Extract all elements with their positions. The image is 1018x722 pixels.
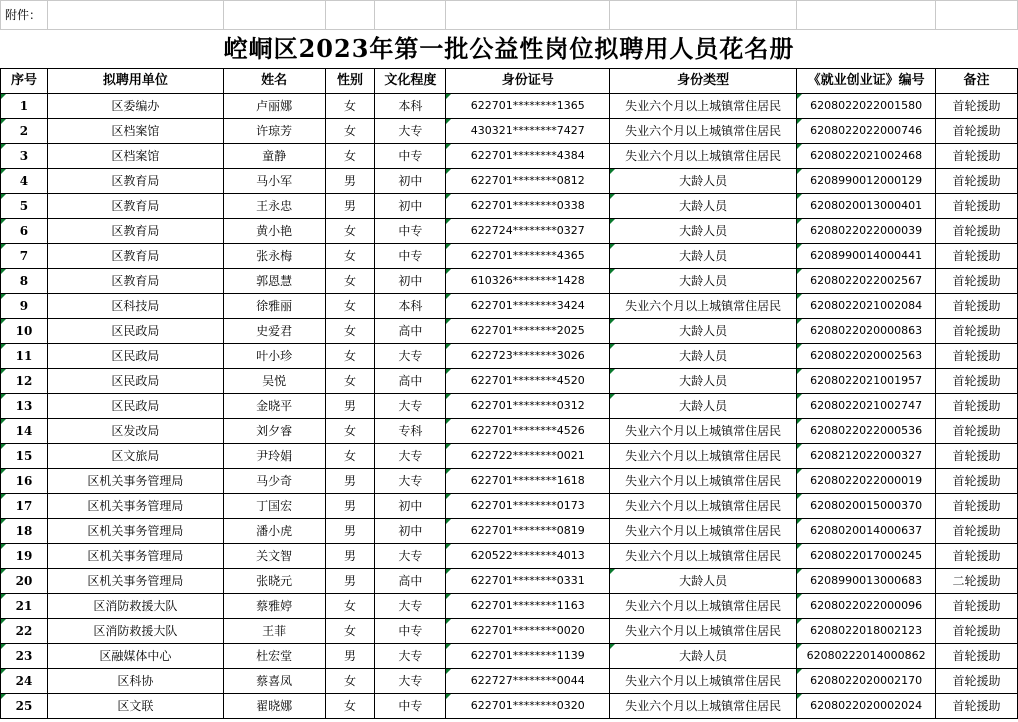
cell-education[interactable]: 初中 <box>375 519 446 544</box>
cell-gender[interactable]: 女 <box>325 269 375 294</box>
cell-remark[interactable]: 首轮援助 <box>936 394 1018 419</box>
cell-education[interactable]: 大专 <box>375 669 446 694</box>
header-seq[interactable]: 序号 <box>1 69 48 94</box>
cell-gender[interactable]: 女 <box>325 219 375 244</box>
cell-seq[interactable]: 12 <box>1 369 48 394</box>
cell-identity-type[interactable]: 大龄人员 <box>610 244 797 269</box>
table-row <box>1 244 1018 269</box>
cell-certificate-number[interactable]: 6208022018002123 <box>797 619 936 644</box>
cell-gender[interactable]: 女 <box>325 144 375 169</box>
cell-certificate-number[interactable]: 6208022020002563 <box>797 344 936 369</box>
cell-unit[interactable]: 区科协 <box>47 669 223 694</box>
cell-name[interactable]: 张永梅 <box>223 244 325 269</box>
cell-unit[interactable]: 区机关事务管理局 <box>47 569 223 594</box>
cell-education[interactable]: 初中 <box>375 169 446 194</box>
cell-id-number[interactable]: 430321********7427 <box>446 119 610 144</box>
cell-seq[interactable]: 13 <box>1 394 48 419</box>
cell-education[interactable]: 中专 <box>375 694 446 719</box>
cell-id-number[interactable]: 622701********0320 <box>446 694 610 719</box>
cell-id-number[interactable]: 622701********0312 <box>446 394 610 419</box>
cell-seq[interactable]: 16 <box>1 469 48 494</box>
cell-id-number[interactable]: 622701********1618 <box>446 469 610 494</box>
header-row <box>1 69 1018 94</box>
cell-name[interactable]: 翟晓娜 <box>223 694 325 719</box>
cell-seq[interactable]: 3 <box>1 144 48 169</box>
cell-gender[interactable]: 女 <box>325 669 375 694</box>
cell-identity-type[interactable]: 失业六个月以上城镇常住居民 <box>610 144 797 169</box>
cell-seq[interactable]: 17 <box>1 494 48 519</box>
cell-remark[interactable]: 首轮援助 <box>936 94 1018 119</box>
header-id-number[interactable]: 身份证号 <box>446 69 610 94</box>
cell-gender[interactable]: 女 <box>325 369 375 394</box>
cell-certificate-number[interactable]: 6208212022000327 <box>797 444 936 469</box>
cell-id-number[interactable]: 620522********4013 <box>446 544 610 569</box>
cell-id-number[interactable]: 622701********1365 <box>446 94 610 119</box>
cell-certificate-number[interactable]: 6208022022000746 <box>797 119 936 144</box>
cell-gender[interactable]: 男 <box>325 569 375 594</box>
cell-education[interactable]: 大专 <box>375 344 446 369</box>
cell-name[interactable]: 许琼芳 <box>223 119 325 144</box>
cell-remark[interactable]: 首轮援助 <box>936 194 1018 219</box>
cell-unit[interactable]: 区档案馆 <box>47 119 223 144</box>
empty-cell[interactable] <box>610 1 797 30</box>
table-row <box>1 569 1018 594</box>
cell-identity-type[interactable]: 失业六个月以上城镇常住居民 <box>610 494 797 519</box>
cell-name[interactable]: 蔡雅婷 <box>223 594 325 619</box>
cell-identity-type[interactable]: 大龄人员 <box>610 194 797 219</box>
cell-identity-type[interactable]: 失业六个月以上城镇常住居民 <box>610 444 797 469</box>
cell-id-number[interactable]: 622701********0338 <box>446 194 610 219</box>
attachment-row <box>1 1 1018 30</box>
cell-unit[interactable]: 区教育局 <box>47 219 223 244</box>
cell-unit[interactable]: 区民政局 <box>47 394 223 419</box>
table-row <box>1 544 1018 569</box>
cell-seq[interactable]: 20 <box>1 569 48 594</box>
cell-name[interactable]: 王菲 <box>223 619 325 644</box>
cell-gender[interactable]: 男 <box>325 494 375 519</box>
cell-certificate-number[interactable]: 6208022021002747 <box>797 394 936 419</box>
cell-name[interactable]: 史爱君 <box>223 319 325 344</box>
cell-certificate-number[interactable]: 6208022022000096 <box>797 594 936 619</box>
cell-certificate-number[interactable]: 6208022022002567 <box>797 269 936 294</box>
cell-seq[interactable]: 21 <box>1 594 48 619</box>
cell-remark[interactable]: 首轮援助 <box>936 544 1018 569</box>
cell-remark[interactable]: 首轮援助 <box>936 419 1018 444</box>
cell-unit[interactable]: 区发改局 <box>47 419 223 444</box>
header-gender[interactable]: 性别 <box>325 69 375 94</box>
cell-identity-type[interactable]: 失业六个月以上城镇常住居民 <box>610 619 797 644</box>
cell-certificate-number[interactable]: 6208022022001580 <box>797 94 936 119</box>
cell-certificate-number[interactable]: 6208990013000683 <box>797 569 936 594</box>
cell-seq[interactable]: 1 <box>1 94 48 119</box>
header-education[interactable]: 文化程度 <box>375 69 446 94</box>
cell-id-number[interactable]: 622724********0327 <box>446 219 610 244</box>
cell-certificate-number[interactable]: 6208022020002170 <box>797 669 936 694</box>
cell-seq[interactable]: 2 <box>1 119 48 144</box>
cell-remark[interactable]: 首轮援助 <box>936 644 1018 669</box>
header-unit[interactable]: 拟聘用单位 <box>47 69 223 94</box>
cell-name[interactable]: 金晓平 <box>223 394 325 419</box>
table-row <box>1 419 1018 444</box>
cell-unit[interactable]: 区文旅局 <box>47 444 223 469</box>
cell-identity-type[interactable]: 大龄人员 <box>610 269 797 294</box>
cell-identity-type[interactable]: 大龄人员 <box>610 394 797 419</box>
cell-unit[interactable]: 区民政局 <box>47 344 223 369</box>
table-row <box>1 594 1018 619</box>
table-row <box>1 494 1018 519</box>
cell-id-number[interactable]: 622701********1163 <box>446 594 610 619</box>
cell-certificate-number[interactable]: 6208020015000370 <box>797 494 936 519</box>
cell-name[interactable]: 关文智 <box>223 544 325 569</box>
cell-education[interactable]: 初中 <box>375 194 446 219</box>
cell-id-number[interactable]: 622701********0819 <box>446 519 610 544</box>
cell-remark[interactable]: 首轮援助 <box>936 344 1018 369</box>
table-row <box>1 444 1018 469</box>
cell-remark[interactable]: 首轮援助 <box>936 619 1018 644</box>
cell-seq[interactable]: 14 <box>1 419 48 444</box>
cell-identity-type[interactable]: 失业六个月以上城镇常住居民 <box>610 119 797 144</box>
cell-identity-type[interactable]: 失业六个月以上城镇常住居民 <box>610 544 797 569</box>
cell-education[interactable]: 大专 <box>375 119 446 144</box>
table-row <box>1 644 1018 669</box>
table-row <box>1 369 1018 394</box>
cell-name[interactable]: 潘小虎 <box>223 519 325 544</box>
cell-remark[interactable]: 首轮援助 <box>936 494 1018 519</box>
cell-identity-type[interactable]: 失业六个月以上城镇常住居民 <box>610 419 797 444</box>
cell-gender[interactable]: 女 <box>325 444 375 469</box>
cell-gender[interactable]: 男 <box>325 394 375 419</box>
cell-gender[interactable]: 男 <box>325 469 375 494</box>
cell-unit[interactable]: 区教育局 <box>47 194 223 219</box>
title-row <box>1 30 1018 69</box>
cell-remark[interactable]: 首轮援助 <box>936 269 1018 294</box>
cell-identity-type[interactable]: 大龄人员 <box>610 644 797 669</box>
cell-name[interactable]: 尹玲娟 <box>223 444 325 469</box>
cell-remark[interactable]: 首轮援助 <box>936 119 1018 144</box>
cell-id-number[interactable]: 610326********1428 <box>446 269 610 294</box>
cell-id-number[interactable]: 622722********0021 <box>446 444 610 469</box>
cell-seq[interactable]: 18 <box>1 519 48 544</box>
cell-name[interactable]: 徐雅丽 <box>223 294 325 319</box>
cell-education[interactable]: 本科 <box>375 294 446 319</box>
table-row <box>1 669 1018 694</box>
cell-unit[interactable]: 区消防救援大队 <box>47 619 223 644</box>
cell-unit[interactable]: 区教育局 <box>47 169 223 194</box>
cell-remark[interactable]: 首轮援助 <box>936 144 1018 169</box>
cell-name[interactable]: 吴悦 <box>223 369 325 394</box>
empty-cell[interactable] <box>936 1 1018 30</box>
cell-remark[interactable]: 首轮援助 <box>936 694 1018 719</box>
cell-gender[interactable]: 女 <box>325 419 375 444</box>
cell-unit[interactable]: 区档案馆 <box>47 144 223 169</box>
cell-unit[interactable]: 区民政局 <box>47 369 223 394</box>
table-row <box>1 144 1018 169</box>
cell-unit[interactable]: 区科技局 <box>47 294 223 319</box>
cell-unit[interactable]: 区民政局 <box>47 319 223 344</box>
table-row <box>1 294 1018 319</box>
cell-identity-type[interactable]: 失业六个月以上城镇常住居民 <box>610 669 797 694</box>
empty-cell[interactable] <box>325 1 375 30</box>
cell-education[interactable]: 大专 <box>375 394 446 419</box>
table-row <box>1 694 1018 719</box>
cell-identity-type[interactable]: 失业六个月以上城镇常住居民 <box>610 694 797 719</box>
cell-unit[interactable]: 区机关事务管理局 <box>47 494 223 519</box>
header-certificate-number[interactable]: 《就业创业证》编号 <box>797 69 936 94</box>
table-row <box>1 469 1018 494</box>
table-row <box>1 169 1018 194</box>
cell-remark[interactable]: 首轮援助 <box>936 469 1018 494</box>
cell-remark[interactable]: 首轮援助 <box>936 219 1018 244</box>
cell-id-number[interactable]: 622701********0812 <box>446 169 610 194</box>
cell-remark[interactable]: 首轮援助 <box>936 319 1018 344</box>
cell-remark[interactable]: 二轮援助 <box>936 569 1018 594</box>
cell-remark[interactable]: 首轮援助 <box>936 294 1018 319</box>
cell-gender[interactable]: 女 <box>325 344 375 369</box>
cell-certificate-number[interactable]: 6208022021002468 <box>797 144 936 169</box>
cell-name[interactable]: 郭恩慧 <box>223 269 325 294</box>
cell-id-number[interactable]: 622701********3424 <box>446 294 610 319</box>
cell-identity-type[interactable]: 大龄人员 <box>610 344 797 369</box>
cell-education[interactable]: 高中 <box>375 319 446 344</box>
cell-seq[interactable]: 24 <box>1 669 48 694</box>
cell-id-number[interactable]: 622701********4526 <box>446 419 610 444</box>
cell-unit[interactable]: 区教育局 <box>47 269 223 294</box>
cell-remark[interactable]: 首轮援助 <box>936 444 1018 469</box>
cell-gender[interactable]: 女 <box>325 319 375 344</box>
table-row <box>1 94 1018 119</box>
cell-remark[interactable]: 首轮援助 <box>936 594 1018 619</box>
cell-identity-type[interactable]: 大龄人员 <box>610 169 797 194</box>
cell-remark[interactable]: 首轮援助 <box>936 369 1018 394</box>
cell-seq[interactable]: 19 <box>1 544 48 569</box>
cell-identity-type[interactable]: 失业六个月以上城镇常住居民 <box>610 519 797 544</box>
cell-name[interactable]: 张晓元 <box>223 569 325 594</box>
cell-name[interactable]: 童静 <box>223 144 325 169</box>
table-row <box>1 619 1018 644</box>
cell-identity-type[interactable]: 大龄人员 <box>610 219 797 244</box>
table-row <box>1 394 1018 419</box>
cell-unit[interactable]: 区消防救援大队 <box>47 594 223 619</box>
cell-gender[interactable]: 女 <box>325 244 375 269</box>
cell-unit[interactable]: 区机关事务管理局 <box>47 469 223 494</box>
cell-identity-type[interactable]: 失业六个月以上城镇常住居民 <box>610 94 797 119</box>
cell-education[interactable]: 初中 <box>375 269 446 294</box>
cell-remark[interactable]: 首轮援助 <box>936 519 1018 544</box>
cell-gender[interactable]: 女 <box>325 594 375 619</box>
cell-certificate-number[interactable]: 6208022021001957 <box>797 369 936 394</box>
cell-unit[interactable]: 区机关事务管理局 <box>47 544 223 569</box>
cell-certificate-number[interactable]: 6208022022000039 <box>797 219 936 244</box>
cell-id-number[interactable]: 622727********0044 <box>446 669 610 694</box>
cell-education[interactable]: 大专 <box>375 544 446 569</box>
cell-certificate-number[interactable]: 6208022020002024 <box>797 694 936 719</box>
cell-gender[interactable]: 女 <box>325 94 375 119</box>
cell-identity-type[interactable]: 大龄人员 <box>610 369 797 394</box>
cell-identity-type[interactable]: 失业六个月以上城镇常住居民 <box>610 594 797 619</box>
cell-certificate-number[interactable]: 62080222014000862 <box>797 644 936 669</box>
cell-certificate-number[interactable]: 6208990014000441 <box>797 244 936 269</box>
cell-identity-type[interactable]: 失业六个月以上城镇常住居民 <box>610 469 797 494</box>
cell-seq[interactable]: 22 <box>1 619 48 644</box>
cell-name[interactable]: 刘夕睿 <box>223 419 325 444</box>
cell-unit[interactable]: 区融媒体中心 <box>47 644 223 669</box>
page-title[interactable]: 崆峒区2023年第一批公益性岗位拟聘用人员花名册 <box>1 30 1018 69</box>
cell-seq[interactable]: 8 <box>1 269 48 294</box>
cell-education[interactable]: 高中 <box>375 369 446 394</box>
cell-gender[interactable]: 女 <box>325 119 375 144</box>
cell-name[interactable]: 卢丽娜 <box>223 94 325 119</box>
cell-seq[interactable]: 25 <box>1 694 48 719</box>
cell-gender[interactable]: 男 <box>325 544 375 569</box>
table-row <box>1 319 1018 344</box>
cell-education[interactable]: 本科 <box>375 94 446 119</box>
cell-id-number[interactable]: 622701********4365 <box>446 244 610 269</box>
table-row <box>1 519 1018 544</box>
cell-gender[interactable]: 男 <box>325 519 375 544</box>
table-row <box>1 219 1018 244</box>
empty-cell[interactable] <box>446 1 610 30</box>
attachment-label[interactable]: 附件： <box>1 1 48 30</box>
table-row <box>1 194 1018 219</box>
cell-name[interactable]: 黄小艳 <box>223 219 325 244</box>
cell-id-number[interactable]: 622701********2025 <box>446 319 610 344</box>
cell-name[interactable]: 杜宏堂 <box>223 644 325 669</box>
cell-gender[interactable]: 女 <box>325 294 375 319</box>
cell-identity-type[interactable]: 失业六个月以上城镇常住居民 <box>610 294 797 319</box>
cell-id-number[interactable]: 622701********0020 <box>446 619 610 644</box>
cell-certificate-number[interactable]: 6208022021002084 <box>797 294 936 319</box>
cell-name[interactable]: 叶小珍 <box>223 344 325 369</box>
cell-seq[interactable]: 6 <box>1 219 48 244</box>
cell-certificate-number[interactable]: 6208022020000863 <box>797 319 936 344</box>
cell-gender[interactable]: 男 <box>325 169 375 194</box>
cell-unit[interactable]: 区委编办 <box>47 94 223 119</box>
cell-gender[interactable]: 男 <box>325 644 375 669</box>
cell-id-number[interactable]: 622701********0173 <box>446 494 610 519</box>
cell-certificate-number[interactable]: 6208020013000401 <box>797 194 936 219</box>
table-row <box>1 344 1018 369</box>
table-row <box>1 269 1018 294</box>
cell-education[interactable]: 专科 <box>375 419 446 444</box>
cell-name[interactable]: 马小军 <box>223 169 325 194</box>
cell-certificate-number[interactable]: 6208990012000129 <box>797 169 936 194</box>
header-remark[interactable]: 备注 <box>936 69 1018 94</box>
cell-unit[interactable]: 区教育局 <box>47 244 223 269</box>
cell-identity-type[interactable]: 大龄人员 <box>610 569 797 594</box>
cell-name[interactable]: 丁国宏 <box>223 494 325 519</box>
cell-education[interactable]: 中专 <box>375 619 446 644</box>
cell-remark[interactable]: 首轮援助 <box>936 669 1018 694</box>
cell-name[interactable]: 王永忠 <box>223 194 325 219</box>
cell-seq[interactable]: 11 <box>1 344 48 369</box>
cell-id-number[interactable]: 622701********0331 <box>446 569 610 594</box>
cell-unit[interactable]: 区机关事务管理局 <box>47 519 223 544</box>
cell-education[interactable]: 大专 <box>375 469 446 494</box>
cell-unit[interactable]: 区文联 <box>47 694 223 719</box>
cell-identity-type[interactable]: 大龄人员 <box>610 319 797 344</box>
cell-certificate-number[interactable]: 6208022017000245 <box>797 544 936 569</box>
cell-education[interactable]: 初中 <box>375 494 446 519</box>
cell-education[interactable]: 中专 <box>375 144 446 169</box>
table-row <box>1 119 1018 144</box>
cell-gender[interactable]: 女 <box>325 619 375 644</box>
cell-education[interactable]: 大专 <box>375 594 446 619</box>
cell-id-number[interactable]: 622701********4384 <box>446 144 610 169</box>
cell-seq[interactable]: 9 <box>1 294 48 319</box>
cell-gender[interactable]: 女 <box>325 694 375 719</box>
cell-seq[interactable]: 10 <box>1 319 48 344</box>
cell-seq[interactable]: 7 <box>1 244 48 269</box>
cell-remark[interactable]: 首轮援助 <box>936 244 1018 269</box>
cell-education[interactable]: 高中 <box>375 569 446 594</box>
cell-id-number[interactable]: 622701********1139 <box>446 644 610 669</box>
cell-remark[interactable]: 首轮援助 <box>936 169 1018 194</box>
cell-seq[interactable]: 4 <box>1 169 48 194</box>
empty-cell[interactable] <box>47 1 223 30</box>
cell-name[interactable]: 马少奇 <box>223 469 325 494</box>
cell-name[interactable]: 蔡喜凤 <box>223 669 325 694</box>
cell-education[interactable]: 大专 <box>375 644 446 669</box>
cell-seq[interactable]: 15 <box>1 444 48 469</box>
cell-education[interactable]: 中专 <box>375 244 446 269</box>
cell-certificate-number[interactable]: 6208020014000637 <box>797 519 936 544</box>
cell-id-number[interactable]: 622701********4520 <box>446 369 610 394</box>
header-identity-type[interactable]: 身份类型 <box>610 69 797 94</box>
cell-seq[interactable]: 5 <box>1 194 48 219</box>
cell-certificate-number[interactable]: 6208022022000536 <box>797 419 936 444</box>
cell-id-number[interactable]: 622723********3026 <box>446 344 610 369</box>
cell-education[interactable]: 中专 <box>375 219 446 244</box>
cell-education[interactable]: 大专 <box>375 444 446 469</box>
empty-cell[interactable] <box>797 1 936 30</box>
header-name[interactable]: 姓名 <box>223 69 325 94</box>
cell-seq[interactable]: 23 <box>1 644 48 669</box>
cell-certificate-number[interactable]: 6208022022000019 <box>797 469 936 494</box>
empty-cell[interactable] <box>223 1 325 30</box>
cell-gender[interactable]: 男 <box>325 194 375 219</box>
empty-cell[interactable] <box>375 1 446 30</box>
